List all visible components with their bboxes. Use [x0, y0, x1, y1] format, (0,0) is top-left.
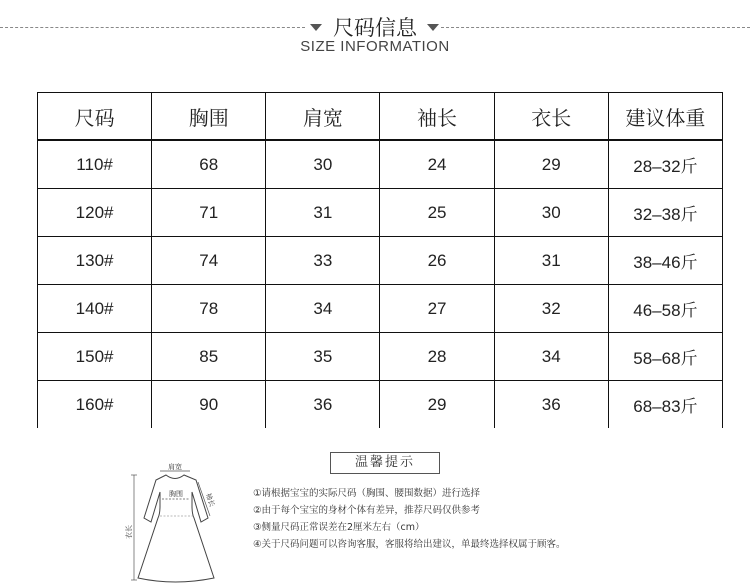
- divider-left: [0, 27, 305, 28]
- chest-label: 胸围: [169, 490, 183, 498]
- table-cell: 24: [380, 140, 494, 189]
- table-cell: 150#: [38, 333, 152, 381]
- sleeve-label: 袖长: [204, 492, 217, 508]
- tip-item: ④关于尺码问题可以咨询客服，客服将给出建议，单最终选择权属于顾客。: [253, 539, 566, 550]
- header-cell: 袖长: [380, 93, 494, 141]
- header-cell: 胸围: [152, 93, 266, 141]
- table-cell: 31: [266, 189, 380, 237]
- table-row: [38, 381, 723, 429]
- triangle-right-icon: [427, 24, 439, 31]
- table-cell: 26: [380, 237, 494, 285]
- table-header-row: [38, 93, 723, 141]
- table-cell: 32–38斤: [608, 189, 722, 237]
- page-subtitle: SIZE INFORMATION: [300, 38, 450, 55]
- table-cell: 130#: [38, 237, 152, 285]
- header-cell: 建议体重: [608, 93, 722, 141]
- table-cell: 28–32斤: [608, 140, 722, 189]
- table-cell: 36: [494, 381, 608, 429]
- tip-item: ②由于每个宝宝的身材个体有差异，推荐尺码仅供参考: [253, 505, 481, 516]
- table-cell: 29: [494, 140, 608, 189]
- table-cell: 110#: [38, 140, 152, 189]
- table-cell: 38–46斤: [608, 237, 722, 285]
- table-row: [38, 237, 723, 285]
- header-cell: 衣长: [494, 93, 608, 141]
- table-cell: 27: [380, 285, 494, 333]
- table-cell: 34: [266, 285, 380, 333]
- table-cell: 71: [152, 189, 266, 237]
- table-cell: 28: [380, 333, 494, 381]
- table-cell: 160#: [38, 381, 152, 429]
- table-cell: 120#: [38, 189, 152, 237]
- table-cell: 32: [494, 285, 608, 333]
- table-row: [38, 140, 723, 189]
- section-header: [0, 8, 750, 38]
- table-row: [38, 285, 723, 333]
- tip-item: ①请根据宝宝的实际尺码（胸围、腰围数据）进行选择: [253, 488, 481, 499]
- table-row: [38, 333, 723, 381]
- table-cell: 74: [152, 237, 266, 285]
- tip-item: ③侧量尺码正常误差在2厘米左右（cm）: [253, 522, 425, 533]
- table-cell: 85: [152, 333, 266, 381]
- table-cell: 36: [266, 381, 380, 429]
- table-cell: 68: [152, 140, 266, 189]
- divider-right: [441, 27, 750, 28]
- table-cell: 30: [266, 140, 380, 189]
- table-cell: 58–68斤: [608, 333, 722, 381]
- table-cell: 35: [266, 333, 380, 381]
- dress-measurement-diagram: [122, 458, 232, 584]
- tips-title-box: 温馨提示: [330, 452, 440, 474]
- table-cell: 25: [380, 189, 494, 237]
- table-cell: 68–83斤: [608, 381, 722, 429]
- size-table: [37, 92, 723, 428]
- page-title: 尺码信息: [333, 16, 417, 40]
- table-cell: 140#: [38, 285, 152, 333]
- table-cell: 29: [380, 381, 494, 429]
- header-cell: 尺码: [38, 93, 152, 141]
- table-cell: 78: [152, 285, 266, 333]
- shoulder-label: 肩宽: [168, 463, 182, 471]
- table-cell: 34: [494, 333, 608, 381]
- table-cell: 30: [494, 189, 608, 237]
- table-cell: 31: [494, 237, 608, 285]
- tips-list: [253, 485, 566, 553]
- table-cell: 46–58斤: [608, 285, 722, 333]
- table-cell: 90: [152, 381, 266, 429]
- length-label: 衣长: [125, 525, 133, 539]
- table-cell: 33: [266, 237, 380, 285]
- table-row: [38, 189, 723, 237]
- header-cell: 肩宽: [266, 93, 380, 141]
- triangle-left-icon: [310, 24, 322, 31]
